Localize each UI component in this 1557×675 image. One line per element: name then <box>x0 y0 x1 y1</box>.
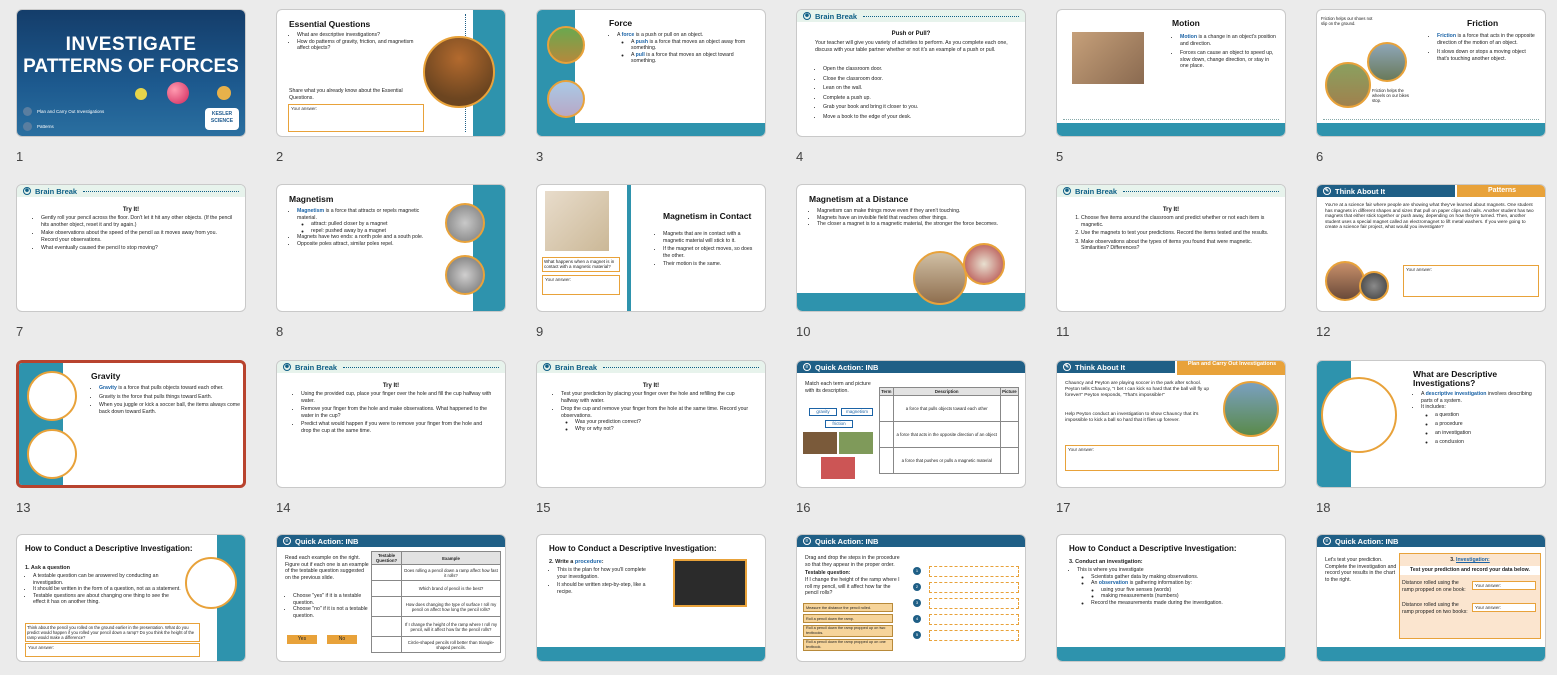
slide-7-title: Try It! <box>122 207 140 213</box>
investigation-icon <box>23 107 32 116</box>
brain-icon: ✺ <box>24 188 30 194</box>
slide-number: 6 <box>1316 149 1324 164</box>
answer-box[interactable]: Your answer: <box>25 643 200 657</box>
slide-number: 7 <box>16 324 24 339</box>
one-book-label: Distance rolled using the ramp propped on one book: <box>1402 580 1466 593</box>
slide-13-title: Gravity <box>91 371 121 381</box>
description-cell: a force that pulls objects toward each other <box>893 396 1000 422</box>
slide-8-bullets: • Magnetism is a force that attracts or repels magnetic material. ◦ attract: pulled closer by a magnet ◦ repel: pushed away by a magnet • Magnets have two ends: a north pole and a south pole. • Opposite poles attract, similar poles repel. <box>289 208 439 248</box>
slide-2-canvas[interactable] <box>276 9 506 137</box>
investigation-box-title: 3. Investigation: <box>1450 557 1490 563</box>
slide-18-canvas[interactable] <box>1316 360 1546 488</box>
drop-zone-5[interactable] <box>929 630 1019 641</box>
slide-3-bullets: • A force is a push or pull on an object. ◦ A push is a force that moves an object away from something. ◦ A pull is a force that moves an object toward something. <box>609 32 759 65</box>
quick-action-header: ≡ Quick Action: INB <box>1317 535 1545 547</box>
think-about-it-header: ✎ Think About It <box>1317 185 1455 197</box>
slide-5-canvas[interactable] <box>1056 9 1286 137</box>
slide-23-bullets: • This is where you investigate ◦ Scientists gather data by making observations. ◦ An observation is gathering information by: ◦ using your five senses (words) ◦ making measurements (numbers) ◦ Record the measurements made during the investigation. <box>1069 567 1269 607</box>
quick-action-header: ≡ Quick Action: INB <box>797 361 1025 373</box>
slide-3-canvas[interactable] <box>536 9 766 137</box>
slide-2-prompt: Share what you already know about the Essential Questions. <box>289 88 403 101</box>
basketball-hoop-image <box>423 36 495 108</box>
one-book-answer[interactable]: Your answer: <box>1472 581 1536 590</box>
two-books-answer[interactable]: Your answer: <box>1472 603 1536 612</box>
slide-24-intro: Let's test your prediction. Complete the investigation and record your results in the chart to the right. <box>1325 557 1397 583</box>
slide-23-canvas[interactable] <box>1056 534 1286 662</box>
slide-10-canvas[interactable] <box>796 184 1026 312</box>
slide-6-canvas[interactable] <box>1316 9 1546 137</box>
slide-6-title: Friction <box>1467 18 1499 28</box>
slide-2-bullets: • What are descriptive investigations? • How do patterns of gravity, friction, and magnetism affect objects? <box>289 32 419 52</box>
magnet-image <box>1359 271 1389 301</box>
brain-icon: ✺ <box>284 364 290 370</box>
plan-investigations-tag: Plan and Carry Out Investigations <box>1177 361 1286 375</box>
slide-4-canvas[interactable] <box>796 9 1026 137</box>
slide-21-title: How to Conduct a Descriptive Investigation: <box>549 544 717 553</box>
bike-caption: Friction helps the wheels on our bikes stop. <box>1372 88 1410 103</box>
patterns-icon <box>23 122 32 131</box>
slide-11-steps: 1. Choose five items around the classroom and predict whether or not each item is magnetic. 2. Use the magnets to test your predictions. Record the items tested and the results. 3. Make observations about the types of items you found that were magnetic. Similarities? Differences? <box>1073 215 1273 252</box>
magnet-filings-image <box>445 255 485 295</box>
slide-number: 8 <box>276 324 284 339</box>
slide-16-canvas[interactable] <box>796 360 1026 488</box>
testable-question-label: Testable question: <box>805 570 851 576</box>
magnet-clips-image <box>445 203 485 243</box>
slide-9-title: Magnetism in Contact <box>663 211 752 221</box>
slide-11-title: Try It! <box>1162 207 1180 213</box>
slide-5-bullets: • Motion is a change in an object's position and direction. • Forces can cause an object to speed up, slow down, change direction, or stay in one place. <box>1172 34 1277 70</box>
picture-tile-2[interactable] <box>839 432 873 454</box>
slide-7-canvas[interactable] <box>16 184 246 312</box>
slide-7-bullets: • Gently roll your pencil across the floor. Don't let it hit any other objects. (If the pencil hits another object, reset it and try again.) • Make observations about the speed of the pencil as it moves away from you. Record your observations. • What eventually caused the pencil to stop moving? <box>33 215 233 252</box>
slide-19-prompt: Think about the pencil you rolled on the ground earlier in the presentation. What do you predict would happen if you rolled your pencil down a ramp? Do you think the height of the ramp would make a difference? <box>25 623 200 642</box>
step-number-3: 3 <box>913 599 921 607</box>
term-gravity[interactable]: gravity <box>809 408 837 416</box>
drop-zone-1[interactable] <box>929 566 1019 577</box>
slide-12-canvas[interactable] <box>1316 184 1546 312</box>
slide-19-title: How to Conduct a Descriptive Investigation: <box>25 544 193 553</box>
step-number-1: 1 <box>913 567 921 575</box>
slide-9-question: What happens when a magnet is in contact with a magnetic material? <box>542 257 620 272</box>
notebook-icon: ≡ <box>283 537 291 545</box>
magnet-distance-image-1 <box>913 251 967 305</box>
orange-ball-image <box>217 86 231 100</box>
slide-15-title: Try It! <box>642 383 660 389</box>
slide-17-body-2: Help Peyton conduct an investigation to show Chauncy that it's impossible to kick a ball so hard that it flies up forever. <box>1065 412 1199 423</box>
draggable-step[interactable]: Roll a pencil down the ramp propped up on two textbooks. <box>803 625 893 637</box>
slide-19-canvas[interactable] <box>16 534 246 662</box>
slide-1-tag-patterns: Patterns <box>37 124 54 129</box>
brain-break-header: ✺ Brain Break <box>1057 185 1285 197</box>
draggable-step[interactable]: Measure the distance the pencil rolled. <box>803 603 893 612</box>
slide-21-step: 2. Write a procedure: <box>549 559 604 565</box>
slide-number: 1 <box>16 149 24 164</box>
slide-19-step: 1. Ask a question <box>25 565 71 571</box>
slide-number: 2 <box>276 149 284 164</box>
slide-18-title: What are Descriptive Investigations? <box>1413 369 1498 388</box>
slide-number: 14 <box>276 500 291 515</box>
slide-1-canvas[interactable] <box>16 9 246 137</box>
slide-12-body: You're at a science fair where people are showing what they've learned about magnets. One student has magnets in different shapes and sizes that pull on paper clips and nails. Another student has two magnets that either stick together or push away, depending on how they're turned. Then, another student uses a special magnet called an electromagnet to lift metal washers. If you were going to create a science fair project, what would you investigate? <box>1325 202 1534 230</box>
slide-8-canvas[interactable] <box>276 184 506 312</box>
description-cell: a force that pushes or pulls a magnetic material <box>893 448 1000 474</box>
slide-4-intro: Your teacher will give you variety of activities to perform. As you complete each one, discuss with your table partner whether or not it's an example of a push or pull. <box>815 40 1008 53</box>
slide-number: 17 <box>1056 500 1071 515</box>
slide-21-canvas[interactable] <box>536 534 766 662</box>
quick-action-header: ≡ Quick Action: INB <box>797 535 1025 547</box>
slide-11-canvas[interactable] <box>1056 184 1286 312</box>
slide-4-bullets: • Open the classroom door. • Close the classroom door. • Lean on the wall. • Complete a push up. • Grab your book and bring it closer to you. • Move a book to the edge of your desk. <box>815 65 1010 123</box>
slide-23-step: 3. Conduct an investigation: <box>1069 559 1143 565</box>
slide-number: 18 <box>1316 500 1331 515</box>
slide-number: 9 <box>536 324 544 339</box>
lightbulb-icon: ✎ <box>1064 364 1070 370</box>
lightbulb-icon: ✎ <box>1324 188 1330 194</box>
soccer-kick-image <box>27 429 77 479</box>
slide-5-title: Motion <box>1172 18 1200 28</box>
yellow-ball-image <box>135 88 147 100</box>
slide-20-bullets: • Choose "yes" if it is a testable question. • Choose "no" if it is not a testable question. <box>285 593 369 619</box>
slide-3-title: Force <box>609 18 633 28</box>
no-button[interactable]: No <box>327 635 357 644</box>
slide-14-bullets: • Using the provided cup, place your finger over the hole and fill the cup halfway with water. • Remove your finger from the hole and make observations. What happened to the water in the cup? • Predict what would happen if you were to remove your finger from the hole and drop the cup at the same time. <box>293 391 493 435</box>
juggling-image <box>27 371 77 421</box>
testable-question-text: If I change the height of the ramp where I roll my pencil, will it affect how far the pencil rolls? <box>805 577 900 597</box>
notebook-icon: ≡ <box>1323 537 1331 545</box>
slide-20-intro: Read each example on the right. Figure out if each one is an example of the testable question suggested on the previous slide. <box>285 555 369 581</box>
slide-number: 15 <box>536 500 551 515</box>
child-pulling-image <box>547 80 585 118</box>
soccer-player-image <box>1223 381 1279 437</box>
term-friction[interactable]: friction <box>825 420 853 428</box>
slide-23-title: How to Conduct a Descriptive Investigation: <box>1069 544 1237 553</box>
two-books-label: Distance rolled using the ramp propped on two books: <box>1402 602 1468 615</box>
picture-tile-3[interactable] <box>821 457 855 479</box>
picture-tile-1[interactable] <box>803 432 837 454</box>
slide-2-title: Essential Questions <box>289 19 371 29</box>
yes-button[interactable]: Yes <box>287 635 317 644</box>
investigation-steps-image <box>1321 377 1397 453</box>
investigation-data-box <box>1399 553 1541 639</box>
draggable-step[interactable]: Roll a pencil down the ramp propped up on one textbook. <box>803 639 893 651</box>
slide-10-title: Magnetism at a Distance <box>809 194 909 204</box>
skateboarder-image <box>1072 32 1144 84</box>
fridge-magnets-image <box>545 191 609 251</box>
slide-13-bullets: • Gravity is a force that pulls objects toward each other. • Gravity is the force that pulls things toward Earth. • When you juggle or kick a soccer ball, the items always come back down toward Earth. <box>91 385 241 415</box>
drop-zone-4[interactable] <box>929 614 1019 625</box>
slide-6-bullets: • Friction is a force that acts in the opposite direction of the motion of an object. • It slows down or stops a moving object that's touching another object. <box>1429 33 1539 62</box>
brain-icon: ✺ <box>1064 188 1070 194</box>
draggable-step[interactable]: Roll a pencil down the ramp. <box>803 614 893 623</box>
shoes-caption: Friction helps our shoes not slip on the ground. <box>1321 16 1373 26</box>
drop-zone-3[interactable] <box>929 598 1019 609</box>
walking-image <box>1325 62 1371 108</box>
pink-ball-image <box>167 82 189 104</box>
slide-22-canvas[interactable] <box>796 534 1026 662</box>
step-number-2: 2 <box>913 583 921 591</box>
quick-action-header: ≡ Quick Action: INB <box>277 535 505 547</box>
slide-15-bullets: • Test your prediction by placing your finger over the hole and refilling the cup halfway with water. • Drop the cup and remove your finger from the hole at the same time. Record your observations. ◦ Was your prediction correct? ◦ Why or why not? <box>553 391 753 433</box>
slide-number: 12 <box>1316 324 1331 339</box>
investigation-box-subtitle: Test your prediction and record your data below. <box>1400 566 1540 575</box>
brain-icon: ✺ <box>544 364 550 370</box>
slide-21-bullets: • This is the plan for how you'll complete your investigation. • It should be written step-by-step, like a recipe. <box>549 567 647 595</box>
brain-break-header: ✺ Brain Break <box>797 10 1025 22</box>
term-magnetism[interactable]: magnetism <box>841 408 873 416</box>
slide-22-intro: Drag and drop the steps in the procedure so that they appear in the proper order. <box>805 555 900 568</box>
slide-8-title: Magnetism <box>289 194 334 204</box>
slide-number: 13 <box>16 500 31 515</box>
kesler-science-logo: KESLER SCIENCE <box>205 108 239 130</box>
chalkboard-stairs-image <box>673 559 747 607</box>
slide-9-canvas[interactable] <box>536 184 766 312</box>
slide-1-title-line1: INVESTIGATE <box>65 34 197 55</box>
slide-18-bullets: • A descriptive investigation involves describing parts of a system. • It includes: ◦ a question ◦ a procedure ◦ an investigation ◦ a conclusion <box>1413 391 1541 447</box>
testable-question-table: Testable Question? Example Does rolling a pencil down a ramp affect how fast it rolls? Which brand of pencil is the best? How does changing the type of surface I roll my pencil on affect how long the pencil rolls? If I change the height of the ramp where I roll my pencil, will it affect how far the pencil rolls? Circle-shaped pencils roll better than triangle-shaped pencils. <box>371 551 501 653</box>
kids-pushing-image <box>547 26 585 64</box>
slide-17-body-1: Chauncy and Peyton are playing soccer in the park after school. Peyton tells Chauncy, "I bet I can kick so hard that the ball will fly up forever!" Peyton responds, "That's impossible!" <box>1065 381 1209 398</box>
slide-1-tag-investigations: Plan and Carry Out Investigations <box>37 109 105 114</box>
answer-box[interactable]: Your answer: <box>1065 445 1279 471</box>
slide-24-canvas[interactable] <box>1316 534 1546 662</box>
slide-number: 11 <box>1056 324 1070 339</box>
slide-13-canvas[interactable] <box>16 360 246 488</box>
slide-4-title: Push or Pull? <box>891 31 931 37</box>
slide-9-bullets: • Magnets that are in contact with a magnetic material will stick to it. • If the magnet or object moves, so does the other. • Their motion is the same. <box>655 231 757 268</box>
slide-15-canvas[interactable] <box>536 360 766 488</box>
answer-box[interactable]: Your answer: <box>288 104 424 132</box>
slide-number: 10 <box>796 324 811 339</box>
slide-19-bullets: • A testable question can be answered by conducting an investigation. • It should be written in the form of a question, not as a statement. • Testable questions are about changing one thing to see the effect it has on another thing. <box>25 573 181 606</box>
magnet-distance-image-2 <box>963 243 1005 285</box>
brain-break-header: ✺ Brain Break <box>17 185 245 197</box>
slide-10-bullets: • Magnetism can make things move even if they aren't touching. • Magnets have an invisible field that reaches other things. • The closer a magnet is to a magnetic material, the stronger the force becomes. <box>809 208 1009 228</box>
slide-number: 4 <box>796 149 804 164</box>
slide-17-canvas[interactable] <box>1056 360 1286 488</box>
slide-number: 3 <box>536 149 544 164</box>
match-table: Term Description Picture a force that pulls objects toward each other a force that acts in the opposite direction of an object a force that pushes or pulls a magnetic material <box>879 387 1019 474</box>
patterns-tag: Patterns <box>1457 185 1546 197</box>
slide-number: 16 <box>796 500 811 515</box>
answer-box[interactable]: Your answer: <box>542 275 620 295</box>
step-number-5: 5 <box>913 631 921 639</box>
brain-break-header: ✺ Brain Break <box>537 361 765 373</box>
description-cell: a force that acts in the opposite direction of an object <box>893 422 1000 448</box>
bike-image <box>1367 42 1407 82</box>
notebook-icon: ≡ <box>803 363 811 371</box>
slide-1-title-line2: PATTERNS OF FORCES <box>23 56 239 77</box>
think-about-it-header: ✎ Think About It <box>1057 361 1175 373</box>
slide-number: 5 <box>1056 149 1064 164</box>
pencil-image <box>185 557 237 609</box>
brain-break-header: ✺ Brain Break <box>277 361 505 373</box>
notebook-icon: ≡ <box>803 537 811 545</box>
slide-14-title: Try It! <box>382 383 400 389</box>
slide-16-intro: Match each term and picture with its description. <box>805 381 871 394</box>
slide-14-canvas[interactable] <box>276 360 506 488</box>
step-number-4: 4 <box>913 615 921 623</box>
answer-box[interactable]: Your answer: <box>1403 265 1539 297</box>
brain-icon: ✺ <box>804 13 810 19</box>
slide-20-canvas[interactable] <box>276 534 506 662</box>
drop-zone-2[interactable] <box>929 582 1019 593</box>
